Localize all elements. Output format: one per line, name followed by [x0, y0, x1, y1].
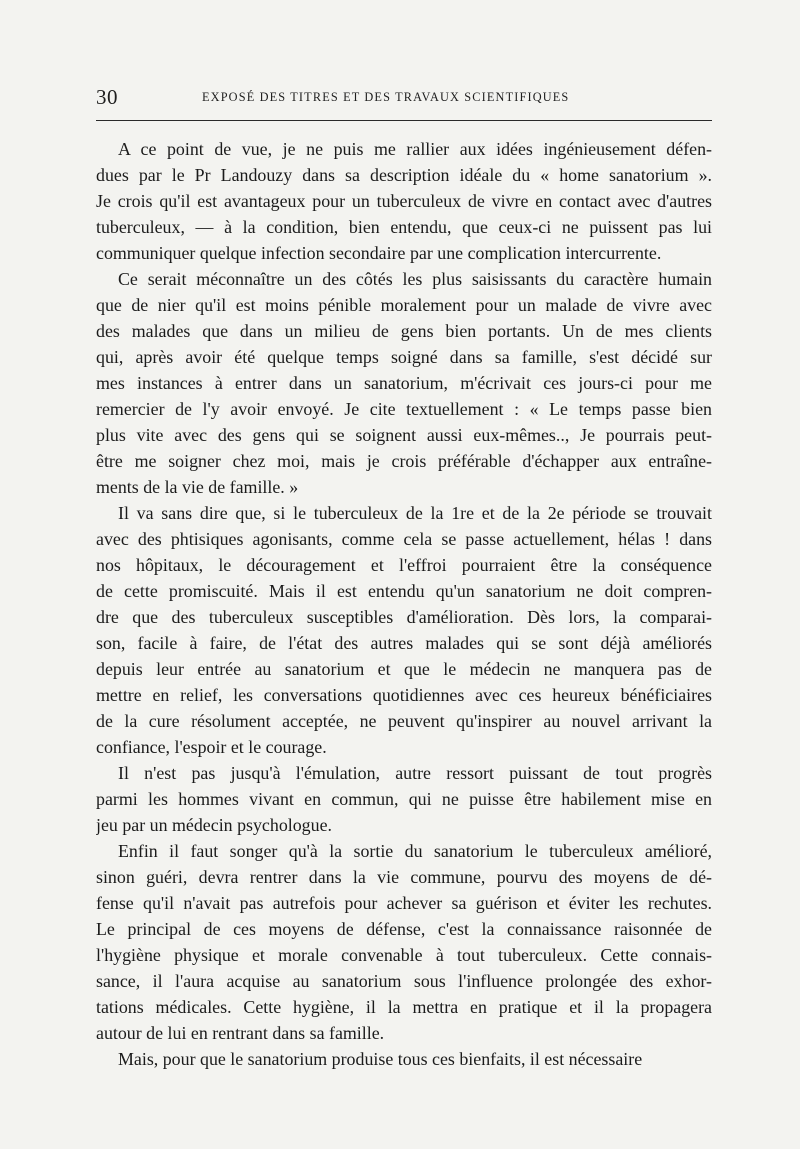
text-line: que de nier qu'il est moins pénible moralement pour un malade de vivre avec	[96, 295, 712, 315]
text-line: Enfin il faut songer qu'à la sortie du sanatorium le tuberculeux amélioré,	[118, 841, 712, 861]
text-line: Le principal de ces moyens de défense, c'est la connaissance raisonnée de	[96, 919, 712, 939]
text-line: tuberculeux, — à la condition, bien entendu, que ceux-ci ne puissent pas lui	[96, 217, 712, 237]
text-line: de cette promiscuité. Mais il est entendu qu'un sanatorium ne doit compren-	[96, 581, 712, 601]
text-line: dre que des tuberculeux susceptibles d'amélioration. Dès lors, la comparai-	[96, 607, 712, 627]
paragraph	[96, 500, 712, 760]
text-line: être me soigner chez moi, mais je crois préférable d'échapper aux entraîne-	[96, 451, 712, 471]
text-line: jeu par un médecin psychologue.	[96, 815, 332, 835]
text-line: confiance, l'espoir et le courage.	[96, 737, 327, 757]
text-line: plus vite avec des gens qui se soignent aussi eux-mêmes.., Je pourrais peut-	[96, 425, 712, 445]
text-line: ments de la vie de famille. »	[96, 477, 299, 497]
text-line: parmi les hommes vivant en commun, qui ne puisse être habilement mise en	[96, 789, 712, 809]
text-line: A ce point de vue, je ne puis me rallier aux idées ingénieusement défen-	[118, 139, 712, 159]
page-header	[96, 86, 712, 110]
text-line: Mais, pour que le sanatorium produise tous ces bienfaits, il est nécessaire	[118, 1049, 643, 1069]
text-line: mettre en relief, les conversations quotidiennes avec ces heureux bénéficiaires	[96, 685, 712, 705]
text-line: Il n'est pas jusqu'à l'émulation, autre ressort puissant de tout progrès	[118, 763, 712, 783]
text-line: mes instances à entrer dans un sanatorium, m'écrivait ces jours-ci pour me	[96, 373, 712, 393]
text-line: sance, il l'aura acquise au sanatorium sous l'influence prolongée des exhor-	[96, 971, 712, 991]
text-line: autour de lui en rentrant dans sa famille.	[96, 1023, 385, 1043]
text-line: Il va sans dire que, si le tuberculeux de la 1re et de la 2e période se trouvait	[118, 503, 712, 523]
text-line: nos hôpitaux, le découragement et l'effroi pourraient être la conséquence	[96, 555, 712, 575]
text-line: tations médicales. Cette hygiène, il la mettra en pratique et il la propagera	[96, 997, 712, 1017]
paragraph	[96, 1046, 712, 1072]
text-line: fense qu'il n'avait pas autrefois pour achever sa guérison et éviter les rechutes.	[96, 893, 712, 913]
text-line: depuis leur entrée au sanatorium et que le médecin ne manquera pas de	[96, 659, 712, 679]
text-line: son, facile à faire, de l'état des autres malades qui se sont déjà améliorés	[96, 633, 712, 653]
header-rule	[96, 120, 712, 121]
text-line: de la cure résolument acceptée, ne peuvent qu'inspirer au nouvel arrivant la	[96, 711, 712, 731]
text-line: sinon guéri, devra rentrer dans la vie commune, pourvu des moyens de dé-	[96, 867, 712, 887]
text-line: avec des phtisiques agonisants, comme cela se passe actuellement, hélas ! dans	[96, 529, 712, 549]
paragraph	[96, 136, 712, 266]
text-line: dues par le Pr Landouzy dans sa description idéale du « home sanatorium ».	[96, 165, 712, 185]
page-number: 30	[96, 85, 118, 109]
text-line: Je crois qu'il est avantageux pour un tuberculeux de vivre en contact avec d'autres	[96, 191, 712, 211]
running-head: EXPOSÉ DES TITRES ET DES TRAVAUX SCIENTIFIQUES	[202, 90, 570, 104]
body-text	[96, 136, 712, 1072]
text-line: remercier de l'y avoir envoyé. Je cite textuellement : « Le temps passe bien	[96, 399, 712, 419]
text-line: des malades que dans un milieu de gens bien portants. Un de mes clients	[96, 321, 712, 341]
text-line: Ce serait méconnaître un des côtés les plus saisissants du caractère humain	[118, 269, 712, 289]
text-line: communiquer quelque infection secondaire par une complication intercurrente.	[96, 243, 662, 263]
text-line: qui, après avoir été quelque temps soigné dans sa famille, s'est décidé sur	[96, 347, 712, 367]
paragraph	[96, 838, 712, 1046]
text-line: l'hygiène physique et morale convenable à tout tuberculeux. Cette connais-	[96, 945, 712, 965]
paragraph	[96, 266, 712, 500]
paragraph	[96, 760, 712, 838]
